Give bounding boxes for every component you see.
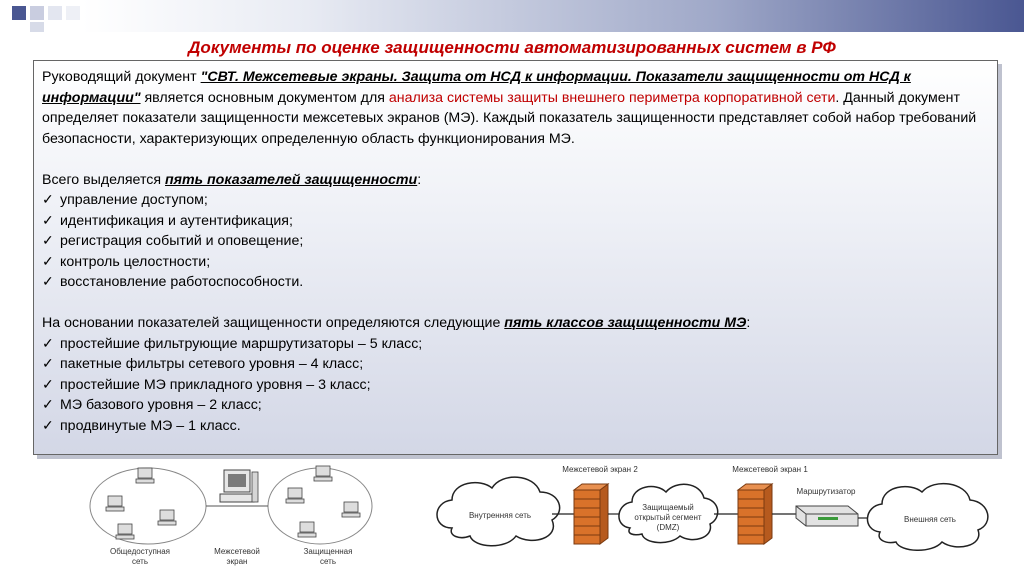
list-item xyxy=(42,190,987,211)
right-network-diagram xyxy=(437,465,988,550)
check-icon: ✓ xyxy=(42,417,54,434)
list-item-text: простейшие МЭ прикладного уровня – 3 класс; xyxy=(60,376,371,393)
firewall-label: Межсетевой xyxy=(214,547,260,556)
indicators-text: Всего выделяется xyxy=(42,171,166,188)
dmz-label: Защищаемый xyxy=(642,503,694,512)
check-icon: ✓ xyxy=(42,356,54,372)
document-name: "СВТ. Межсетевые экраны. Защита от НСД к информации. Показатели защищенности от НСД к информации" xyxy=(42,69,911,106)
protected-network-label: Защищенная xyxy=(303,547,353,556)
list-item-text: восстановление работоспособности. xyxy=(60,274,304,290)
router-icon xyxy=(796,506,858,526)
list-item-text: МЭ базового уровня – 2 класс; xyxy=(60,397,262,413)
dmz-label: открытый сегмент xyxy=(634,513,702,522)
firewall-label: экран xyxy=(226,557,248,566)
classes-colon: : xyxy=(746,315,751,331)
highlight-text: анализа системы защиты внешнего периметра корпоративной сети xyxy=(388,89,836,106)
list-item-text: идентификация и аутентификация; xyxy=(60,212,293,229)
left-network-diagram xyxy=(90,466,372,566)
list-item xyxy=(42,416,987,437)
public-network-label: Общедоступная xyxy=(110,547,170,556)
decor-square xyxy=(66,6,80,20)
check-icon: ✓ xyxy=(42,274,54,290)
intro-text: . Данный документ определяет показатели защищенности межсетевых экранов (МЭ). Каждый показатель защищенности представляет собой набор требований безопасности, характеризующих определенную область функционирования МЭ. xyxy=(42,89,977,147)
intro-paragraph xyxy=(42,67,987,149)
decor-square xyxy=(30,6,44,20)
check-icon: ✓ xyxy=(42,335,54,352)
content-panel xyxy=(33,60,998,455)
decor-square xyxy=(30,22,44,32)
check-icon: ✓ xyxy=(42,376,54,393)
computer-icon xyxy=(286,466,360,537)
list-item-text: простейшие фильтрующие маршрутизаторы – 5 класс; xyxy=(60,335,423,352)
check-icon: ✓ xyxy=(42,212,54,229)
slide-title: Документы по оценке защищенности автоматизированных систем в РФ xyxy=(188,38,836,57)
network-diagrams xyxy=(0,458,1024,576)
list-item xyxy=(42,272,987,293)
list-item xyxy=(42,375,987,396)
list-item xyxy=(42,354,987,375)
firewall-computer-icon xyxy=(220,470,258,502)
check-icon: ✓ xyxy=(42,192,54,208)
check-icon: ✓ xyxy=(42,233,54,249)
dmz-label: (DMZ) xyxy=(656,523,680,532)
list-item xyxy=(42,395,987,416)
list-item-text: пакетные фильтры сетевого уровня – 4 класс; xyxy=(60,356,364,372)
check-icon: ✓ xyxy=(42,397,54,413)
list-item-text: контроль целостности; xyxy=(60,253,211,270)
classes-text: На основании показателей защищенности определяются следующие xyxy=(42,315,505,331)
classes-heading xyxy=(42,313,987,334)
list-item xyxy=(42,252,987,273)
list-item xyxy=(42,211,987,232)
firewall-1-label: Межсетевой экран 1 xyxy=(732,465,808,474)
classes-emphasis: пять классов защищенности МЭ xyxy=(504,315,747,331)
header-gradient-bar xyxy=(0,0,1024,32)
computer-icon xyxy=(106,468,176,539)
list-item xyxy=(42,231,987,252)
list-item-text: управление доступом; xyxy=(60,192,208,208)
firewall-brick-icon xyxy=(738,484,772,544)
intro-text: Руководящий документ xyxy=(42,69,201,85)
firewall-brick-icon xyxy=(574,484,608,544)
indicators-heading xyxy=(42,170,987,191)
decor-square xyxy=(12,6,26,20)
check-icon: ✓ xyxy=(42,253,54,270)
indicators-emphasis: пять показателей защищенности xyxy=(165,171,418,188)
list-item-text: продвинутые МЭ – 1 класс. xyxy=(60,417,241,434)
router-label: Маршрутизатор xyxy=(796,487,856,496)
decor-square xyxy=(48,6,62,20)
public-network-label: сеть xyxy=(131,557,149,566)
external-network-label: Внешняя сеть xyxy=(904,515,956,524)
intro-text: является основным документом для xyxy=(140,89,389,106)
indicators-colon: : xyxy=(417,171,422,188)
list-item-text: регистрация событий и оповещение; xyxy=(60,233,304,249)
list-item xyxy=(42,334,987,355)
internal-network-label: Внутренняя сеть xyxy=(468,511,532,520)
protected-network-label: сеть xyxy=(319,557,337,566)
firewall-2-label: Межсетевой экран 2 xyxy=(562,465,638,474)
